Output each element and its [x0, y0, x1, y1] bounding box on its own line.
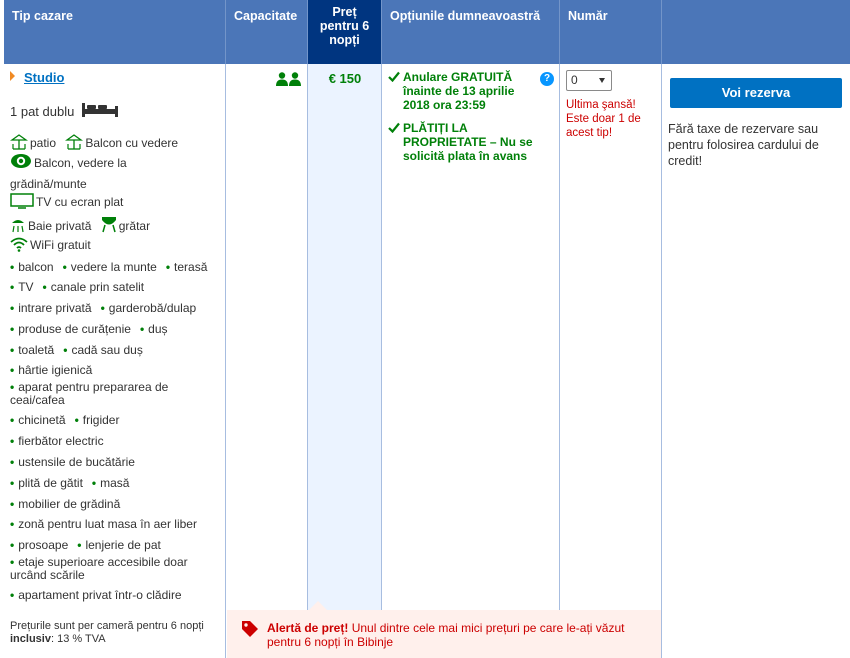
pay-at-property-text: PLĂTIȚI LA PROPRIETATE – Nu se solicită plata în avans: [403, 121, 533, 163]
bullet: •: [10, 413, 15, 427]
price-alert: [227, 610, 661, 658]
bullet: •: [63, 343, 68, 357]
two-persons-icon: [276, 72, 302, 86]
amenity-item: apartament privat într-o clădire: [18, 588, 182, 602]
amenity-item: canale prin satelit: [50, 280, 145, 294]
bullet: •: [139, 322, 145, 336]
bullet: •: [10, 555, 15, 569]
amenity-item: chicinetă: [18, 413, 66, 427]
amenity-row: [10, 344, 220, 357]
bullet: •: [10, 380, 15, 394]
amenity-item: aparat pentru prepararea de ceai/cafea: [10, 380, 169, 407]
price-tag-icon: [241, 620, 259, 638]
facility-balcony-view: Balcon cu vedere: [85, 136, 179, 150]
bed-label: 1 pat dublu: [10, 104, 75, 119]
header-price-label: Preț pentru 6 nopți: [319, 5, 370, 47]
bullet: •: [100, 301, 105, 315]
amenity-item: frigider: [82, 413, 120, 427]
amenity-item: terasă: [174, 260, 208, 274]
facility-grill: grătar: [118, 219, 151, 233]
bullet: •: [74, 413, 79, 427]
bullet: •: [10, 434, 15, 448]
amenity-row: [10, 556, 220, 582]
booking-cell: [662, 64, 850, 658]
expand-arrow-icon: [10, 71, 15, 81]
amenity-row: [10, 518, 220, 531]
wifi-icon: [10, 236, 28, 252]
quantity-cell: [560, 64, 662, 658]
amenity-row: [10, 323, 220, 336]
scarcity-message: Ultima şansă! Este doar 1 de acest tip!: [566, 99, 641, 139]
bullet: •: [10, 343, 15, 357]
amenity-row: [10, 381, 220, 407]
header-number-label: Număr: [568, 9, 608, 23]
amenity-row: [10, 302, 220, 315]
checkmark-icon: [388, 122, 400, 133]
amenity-item: plită de gătit: [18, 476, 83, 490]
balcony-icon: [65, 134, 83, 150]
price-note: [10, 620, 222, 646]
free-cancellation-text: Anulare GRATUITĂ înainte de 13 aprilie 2018 ora 23:59: [403, 70, 515, 112]
room-quantity-value: 0: [571, 73, 578, 87]
header-number: [560, 0, 662, 64]
amenity-row: [10, 281, 220, 294]
amenity-row: [10, 364, 220, 377]
bullet: •: [10, 476, 15, 490]
options-cell: [382, 64, 560, 658]
help-icon[interactable]: ?: [540, 72, 554, 86]
amenity-row: [10, 539, 220, 552]
amenity-item: fierbător electric: [18, 434, 104, 448]
header-room-type-label: Tip cazare: [12, 9, 73, 23]
amenity-item: intrare privată: [18, 301, 92, 315]
amenity-item: balcon: [18, 260, 54, 274]
price-alert-title: Alertă de preț!: [267, 621, 349, 635]
bed-info: [10, 102, 119, 119]
amenity-item: mobilier de grădină: [18, 497, 121, 511]
header-options: [382, 0, 560, 64]
amenity-row: [10, 435, 220, 448]
facility-row-1: [10, 134, 178, 150]
alert-pointer: [309, 601, 327, 610]
price-note-text: Prețurile sunt per cameră pentru 6 nopți: [10, 620, 204, 632]
amenity-row: [10, 477, 220, 490]
bullet: •: [77, 538, 82, 552]
facility-row-3: [10, 177, 87, 191]
bullet: •: [10, 497, 15, 511]
header-price: [308, 0, 382, 64]
room-type-cell: [4, 64, 226, 658]
bullet: •: [10, 301, 15, 315]
amenity-item: toaletă: [18, 343, 55, 357]
price-value: € 150: [328, 71, 362, 86]
amenity-item: cadă sau duș: [71, 343, 143, 357]
price-note-bold: inclusiv: [10, 633, 51, 645]
facility-balcony-garden: Balcon, vedere la: [34, 156, 127, 170]
header-capacity: [226, 0, 308, 64]
double-bed-icon: [81, 102, 119, 118]
reserve-button[interactable]: Voi rezerva: [670, 78, 842, 108]
facility-row-5: [10, 215, 150, 233]
shower-icon: [10, 217, 26, 233]
price-note-vat: : 13 % TVA: [50, 633, 106, 645]
patio-icon: [10, 134, 28, 150]
room-quantity-select[interactable]: [566, 70, 612, 91]
amenity-item: duș: [148, 322, 168, 336]
facility-flat-tv: TV cu ecran plat: [36, 195, 124, 209]
amenity-item: ustensile de bucătărie: [18, 455, 135, 469]
bullet: •: [165, 260, 171, 274]
bullet: •: [62, 260, 67, 274]
amenity-row: [10, 456, 220, 469]
bullet: •: [10, 588, 15, 602]
amenity-item: prosoape: [18, 538, 69, 552]
bullet: •: [10, 517, 15, 531]
amenity-row: [10, 498, 220, 511]
bullet: •: [10, 260, 15, 274]
amenity-item: hârtie igienică: [18, 363, 93, 377]
facility-wifi: WiFi gratuit: [30, 238, 91, 252]
amenity-item: masă: [100, 476, 130, 490]
amenity-item: etaje superioare accesibile doar urcând scările: [10, 555, 188, 582]
price-alert-message: Unul dintre cele mai mici prețuri pe care le-ați văzut pentru 6 nopți în Bibinje: [267, 621, 625, 649]
room-name[interactable]: Studio: [24, 70, 65, 85]
bullet: •: [10, 322, 15, 336]
amenity-item: zonă pentru luat masa în aer liber: [18, 517, 197, 531]
amenity-row: [10, 261, 220, 274]
price-cell: [308, 64, 382, 658]
bullet: •: [10, 538, 15, 552]
amenity-row: [10, 589, 220, 602]
free-cancellation-option: [388, 70, 540, 112]
checkmark-icon: [388, 71, 400, 82]
amenity-item: vedere la munte: [70, 260, 157, 274]
header-options-label: Opțiunile dumneavoastră: [390, 9, 541, 23]
tv-icon: [10, 193, 34, 209]
facility-patio: patio: [30, 136, 57, 150]
capacity-cell: [226, 64, 308, 658]
bullet: •: [91, 476, 97, 490]
facility-row-6: [10, 236, 91, 252]
amenity-row: [10, 414, 220, 427]
no-fee-note: Fără taxe de rezervare sau pentru folosirea cardului de credit!: [668, 122, 819, 168]
dropdown-arrow-icon: [599, 78, 605, 83]
bullet: •: [10, 455, 15, 469]
header-room-type: [4, 0, 226, 64]
facility-row-2: [10, 152, 127, 170]
price-alert-text: [267, 621, 659, 649]
amenity-item: garderobă/dulap: [108, 301, 197, 315]
amenity-item: lenjerie de pat: [85, 538, 161, 552]
amenity-item: produse de curățenie: [18, 322, 131, 336]
header-capacity-label: Capacitate: [234, 9, 298, 23]
facility-row-4: [10, 193, 123, 209]
eye-view-icon: [10, 152, 32, 170]
pay-at-property-option: [388, 121, 540, 163]
facility-private-bath: Baie privată: [28, 219, 92, 233]
facility-garden-mountain: grădină/munte: [10, 177, 87, 191]
header-blank: [662, 0, 850, 64]
bullet: •: [10, 280, 15, 294]
grill-icon: [101, 215, 117, 233]
bullet: •: [42, 280, 47, 294]
room-name-link[interactable]: [10, 70, 64, 85]
bullet: •: [10, 363, 15, 377]
amenity-item: TV: [18, 280, 34, 294]
